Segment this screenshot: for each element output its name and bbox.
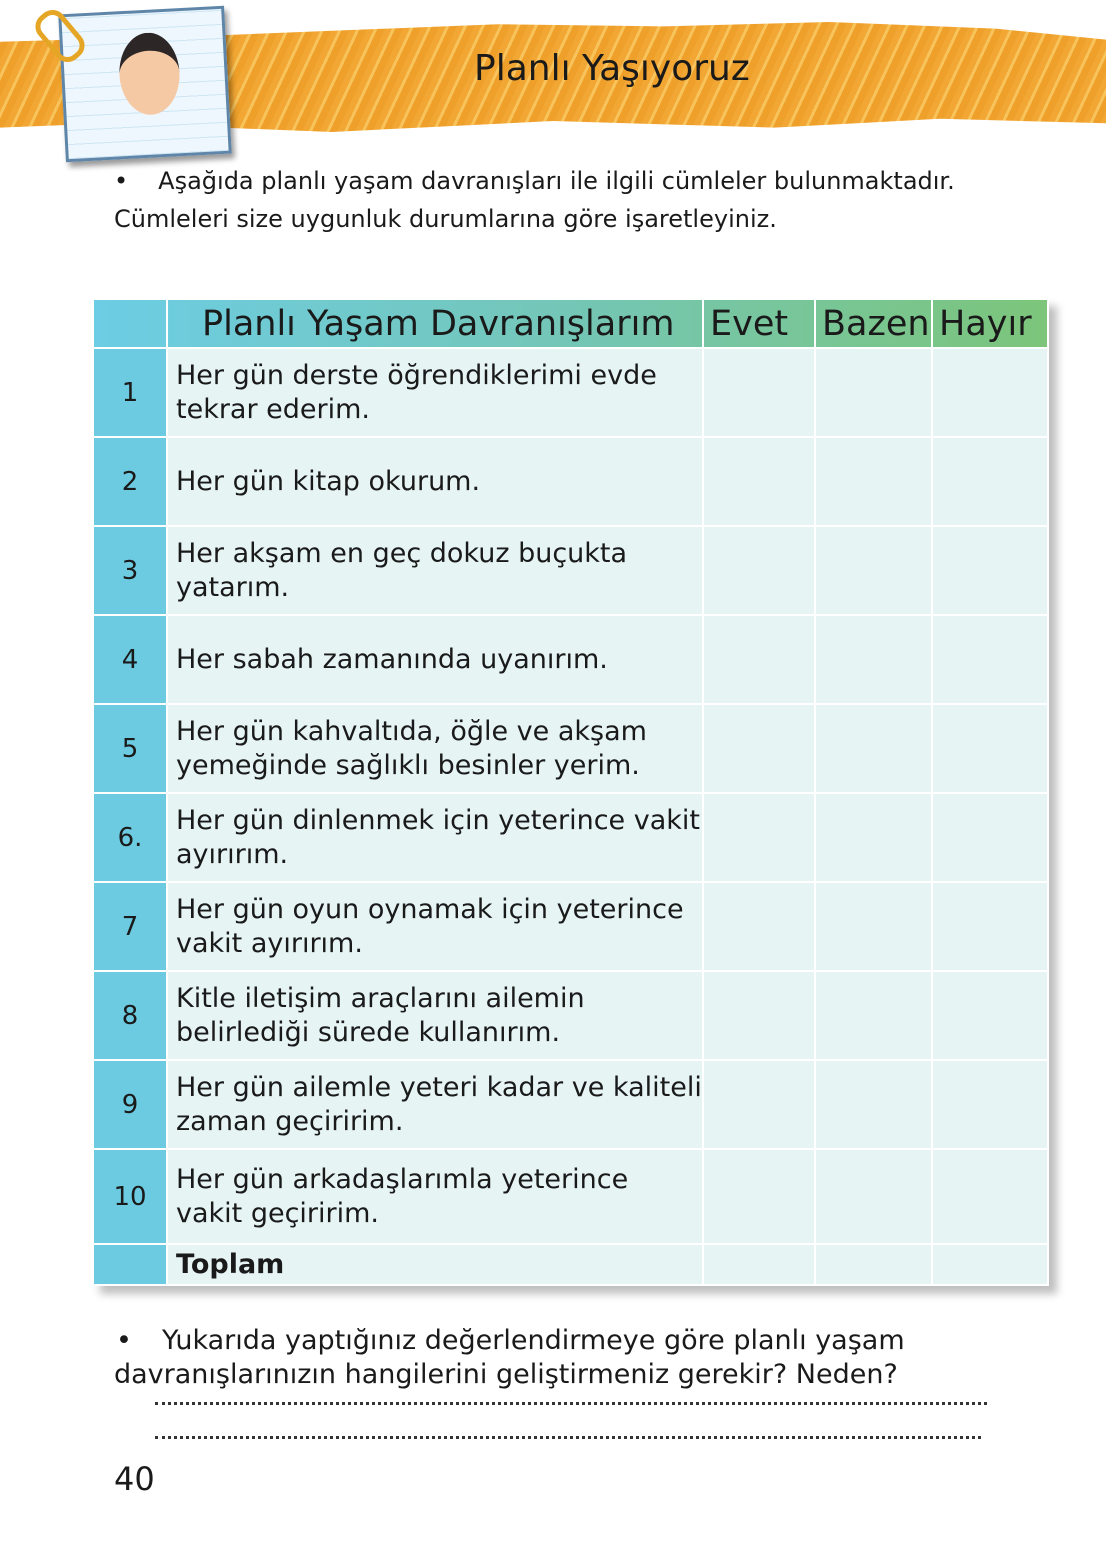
evet-cell[interactable] — [703, 348, 815, 437]
header-blank — [93, 299, 167, 348]
answer-line-2[interactable] — [155, 1436, 981, 1439]
header-evet: Evet — [703, 299, 815, 348]
evet-cell[interactable] — [703, 615, 815, 704]
row-number — [93, 1244, 167, 1285]
table-row — [93, 704, 1048, 793]
behavior-text: Her gün derste öğrendiklerimi evde tekrar ederim. — [167, 348, 703, 437]
header-behaviors: Planlı Yaşam Davranışlarım — [167, 299, 703, 348]
hayir-cell[interactable] — [932, 348, 1048, 437]
header-bazen: Bazen — [815, 299, 932, 348]
evet-cell[interactable] — [703, 526, 815, 615]
bazen-cell[interactable] — [815, 526, 932, 615]
hayir-cell[interactable] — [932, 971, 1048, 1060]
bazen-cell[interactable] — [815, 437, 932, 526]
behavior-table — [92, 298, 1049, 1286]
row-number: 8 — [93, 971, 167, 1060]
question — [114, 1324, 994, 1392]
row-number: 1 — [93, 348, 167, 437]
hayir-cell[interactable] — [932, 437, 1048, 526]
bazen-cell[interactable] — [815, 1149, 932, 1244]
behavior-text: Her gün arkadaşlarımla yeterince vakit geçiririm. — [167, 1149, 703, 1244]
hayir-cell[interactable] — [932, 793, 1048, 882]
hayir-cell[interactable] — [932, 526, 1048, 615]
bazen-cell[interactable] — [815, 882, 932, 971]
evet-cell[interactable] — [703, 1060, 815, 1149]
table-row — [93, 971, 1048, 1060]
bazen-total-cell[interactable] — [815, 1244, 932, 1285]
row-number: 3 — [93, 526, 167, 615]
bullet: • — [114, 167, 129, 195]
hayir-total-cell[interactable] — [932, 1244, 1048, 1285]
evet-cell[interactable] — [703, 793, 815, 882]
behavior-text: Her akşam en geç dokuz buçukta yatarım. — [167, 526, 703, 615]
table-row — [93, 1060, 1048, 1149]
evet-cell[interactable] — [703, 1149, 815, 1244]
row-number: 2 — [93, 437, 167, 526]
row-number: 4 — [93, 615, 167, 704]
page-title: Planlı Yaşıyoruz — [474, 48, 750, 89]
bazen-cell[interactable] — [815, 704, 932, 793]
question-text: Yukarıda yaptığınız değerlendirmeye göre planlı yaşam davranışlarınızın hangilerini geliştirmeniz gerekir? Neden? — [114, 1325, 905, 1390]
behavior-text: Her sabah zamanında uyanırım. — [167, 615, 703, 704]
evet-total-cell[interactable] — [703, 1244, 815, 1285]
behavior-text: Her gün kitap okurum. — [167, 437, 703, 526]
bazen-cell[interactable] — [815, 615, 932, 704]
bazen-cell[interactable] — [815, 1060, 932, 1149]
bullet: • — [116, 1325, 132, 1356]
table-row — [93, 437, 1048, 526]
instructions — [114, 162, 984, 238]
row-number: 7 — [93, 882, 167, 971]
bazen-cell[interactable] — [815, 793, 932, 882]
table-row — [93, 348, 1048, 437]
table-row — [93, 526, 1048, 615]
table-row — [93, 1149, 1048, 1244]
evet-cell[interactable] — [703, 971, 815, 1060]
page-number: 40 — [114, 1460, 155, 1498]
total-row — [93, 1244, 1048, 1285]
table-row — [93, 615, 1048, 704]
row-number: 9 — [93, 1060, 167, 1149]
hayir-cell[interactable] — [932, 615, 1048, 704]
row-number: 5 — [93, 704, 167, 793]
row-number: 10 — [93, 1149, 167, 1244]
mascot-illustration — [58, 6, 232, 162]
header-hayir: Hayır — [932, 299, 1048, 348]
answer-line-1[interactable] — [155, 1402, 987, 1405]
hayir-cell[interactable] — [932, 1149, 1048, 1244]
behavior-text: Her gün oyun oynamak için yeterince vakit ayırırım. — [167, 882, 703, 971]
bazen-cell[interactable] — [815, 348, 932, 437]
instructions-text: Aşağıda planlı yaşam davranışları ile ilgili cümleler bulunmaktadır. Cümleleri size uygunluk durumlarına göre işaretleyiniz. — [114, 167, 955, 233]
bazen-cell[interactable] — [815, 971, 932, 1060]
hayir-cell[interactable] — [932, 882, 1048, 971]
table-row — [93, 793, 1048, 882]
behavior-text: Her gün dinlenmek için yeterince vakit ayırırım. — [167, 793, 703, 882]
hayir-cell[interactable] — [932, 704, 1048, 793]
total-label: Toplam — [167, 1244, 703, 1285]
evet-cell[interactable] — [703, 704, 815, 793]
row-number: 6. — [93, 793, 167, 882]
behavior-text: Her gün kahvaltıda, öğle ve akşam yemeğinde sağlıklı besinler yerim. — [167, 704, 703, 793]
hayir-cell[interactable] — [932, 1060, 1048, 1149]
evet-cell[interactable] — [703, 437, 815, 526]
boy-face — [117, 31, 181, 116]
behavior-text: Her gün ailemle yeteri kadar ve kaliteli zaman geçiririm. — [167, 1060, 703, 1149]
behavior-text: Kitle iletişim araçlarını ailemin belirlediği sürede kullanırım. — [167, 971, 703, 1060]
table-row — [93, 882, 1048, 971]
evet-cell[interactable] — [703, 882, 815, 971]
